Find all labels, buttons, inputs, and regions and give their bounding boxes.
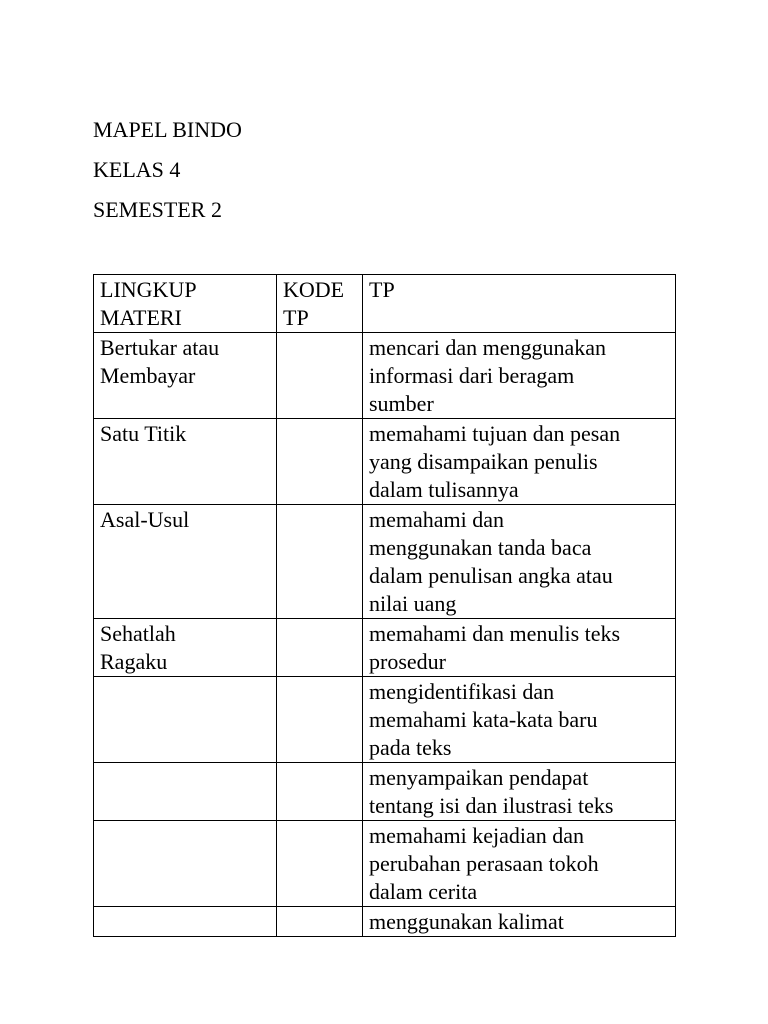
cell-kode (277, 333, 363, 419)
table-row (94, 907, 676, 937)
table-row (94, 677, 676, 763)
learning-objectives-table (93, 274, 676, 937)
cell-lingkup: Sehatlah Ragaku (94, 619, 277, 677)
table-row (94, 419, 676, 505)
cell-tp: mengidentifikasi dan memahami kata-kata baru pada teks (363, 677, 676, 763)
cell-tp: memahami dan menggunakan tanda baca dalam penulisan angka atau nilai uang (363, 505, 676, 619)
cell-kode (277, 677, 363, 763)
cell-lingkup (94, 763, 277, 821)
header-kode-tp: KODE TP (277, 275, 363, 333)
cell-kode (277, 619, 363, 677)
table-row (94, 821, 676, 907)
cell-tp: memahami kejadian dan perubahan perasaan tokoh dalam cerita (363, 821, 676, 907)
table-header-row (94, 275, 676, 333)
cell-lingkup (94, 677, 277, 763)
table-row (94, 619, 676, 677)
table-row (94, 333, 676, 419)
semester-heading: SEMESTER 2 (93, 197, 222, 222)
cell-lingkup (94, 907, 277, 937)
grade-heading: KELAS 4 (93, 157, 181, 182)
cell-tp: menggunakan kalimat (363, 907, 676, 937)
cell-lingkup: Bertukar atau Membayar (94, 333, 277, 419)
cell-tp: menyampaikan pendapat tentang isi dan ilustrasi teks (363, 763, 676, 821)
cell-kode (277, 821, 363, 907)
header-lingkup-materi: LINGKUP MATERI (94, 275, 277, 333)
table-row (94, 763, 676, 821)
cell-lingkup: Satu Titik (94, 419, 277, 505)
cell-kode (277, 419, 363, 505)
table-row (94, 505, 676, 619)
cell-lingkup (94, 821, 277, 907)
cell-tp: mencari dan menggunakan informasi dari beragam sumber (363, 333, 676, 419)
header-tp: TP (363, 275, 676, 333)
cell-tp: memahami dan menulis teks prosedur (363, 619, 676, 677)
cell-kode (277, 907, 363, 937)
cell-lingkup: Asal-Usul (94, 505, 277, 619)
cell-tp: memahami tujuan dan pesan yang disampaikan penulis dalam tulisannya (363, 419, 676, 505)
cell-kode (277, 763, 363, 821)
subject-heading: MAPEL BINDO (93, 117, 242, 142)
cell-kode (277, 505, 363, 619)
